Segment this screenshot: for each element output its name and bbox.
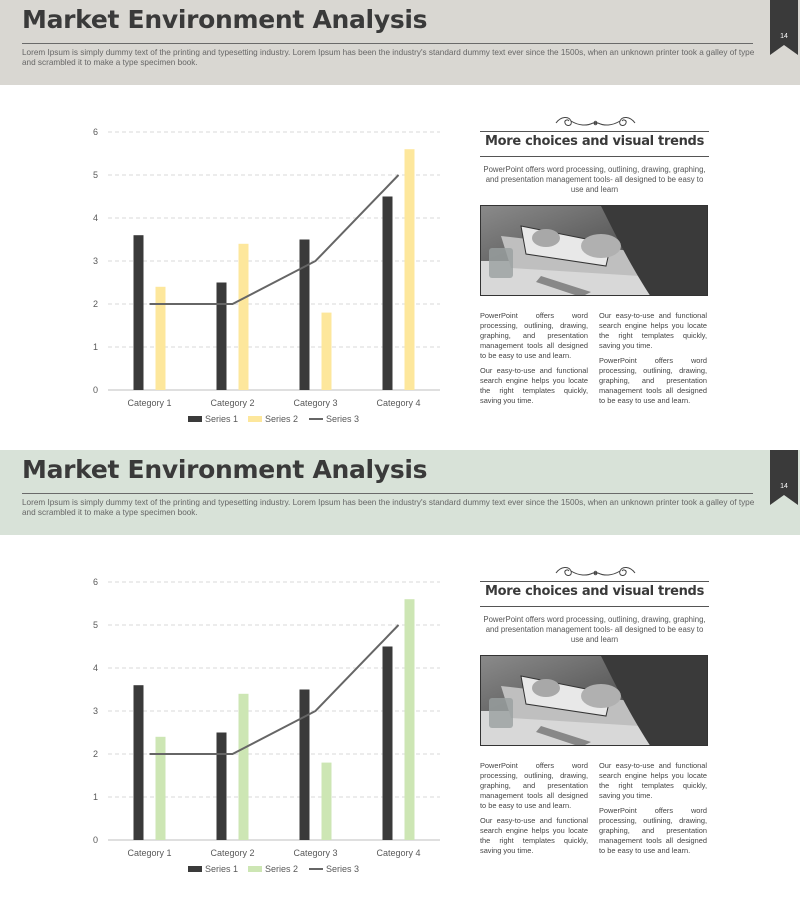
paragraph: PowerPoint offers word processing, outlining, drawing, graphing, and presentation management tools all designed to be easy to use and learn. — [480, 311, 588, 360]
legend-label: Series 2 — [265, 864, 299, 874]
x-tick-label: Category 3 — [293, 398, 338, 408]
bar-series-1 — [300, 690, 310, 841]
panel-description: PowerPoint offers word processing, outlining, drawing, graphing, and presentation management tools- all designed to be easy to use and learn — [483, 615, 706, 644]
y-tick-label: 3 — [92, 706, 98, 716]
y-tick-label: 6 — [92, 577, 98, 587]
business-photo — [480, 205, 708, 296]
x-tick-label: Category 4 — [376, 848, 421, 858]
legend-label: Series 3 — [326, 414, 360, 424]
y-tick-label: 4 — [92, 663, 98, 673]
slide-subtitle: Lorem Ipsum is simply dummy text of the printing and typesetting industry. Lorem Ipsum has been the industry's standard dummy text ever since the 1500s, when an unknown printer took a galley of type and scrambled it to make a type specimen book. — [22, 48, 755, 67]
legend-swatch — [188, 866, 202, 872]
paragraph: Our easy-to-use and functional search engine helps you locate the right templates quickly, saving you time. — [599, 761, 707, 800]
x-tick-label: Category 1 — [127, 398, 172, 408]
x-tick-label: Category 4 — [376, 398, 421, 408]
y-tick-label: 3 — [92, 256, 98, 266]
panel-rule-bottom — [480, 606, 709, 607]
legend-label: Series 3 — [326, 864, 360, 874]
chart-canvas — [80, 568, 450, 886]
y-tick-label: 1 — [92, 792, 98, 802]
slide-title: Market Environment Analysis — [22, 5, 428, 34]
x-tick-label: Category 2 — [210, 848, 255, 858]
page-number: 14 — [780, 33, 788, 40]
bar-series-2 — [322, 313, 332, 390]
bar-series-2 — [156, 737, 166, 840]
x-tick-label: Category 1 — [127, 848, 172, 858]
chart-canvas — [80, 118, 450, 436]
y-tick-label: 4 — [92, 213, 98, 223]
paragraph: Our easy-to-use and functional search engine helps you locate the right templates quickly, saving you time. — [599, 311, 707, 350]
y-tick-label: 6 — [92, 127, 98, 137]
bar-series-2 — [239, 694, 249, 840]
x-tick-label: Category 2 — [210, 398, 255, 408]
bar-series-2 — [156, 287, 166, 390]
panel-title: More choices and visual trends — [484, 584, 705, 599]
paragraph: Our easy-to-use and functional search engine helps you locate the right templates quickly, saving you time. — [480, 816, 588, 855]
line-series-3 — [150, 625, 399, 754]
paragraph: PowerPoint offers word processing, outlining, drawing, graphing, and presentation management tools all designed to be easy to use and learn. — [480, 761, 588, 810]
slide-2 — [0, 450, 800, 900]
bar-series-1 — [134, 685, 144, 840]
bar-series-1 — [217, 733, 227, 841]
slide-title: Market Environment Analysis — [22, 455, 428, 484]
x-tick-label: Category 3 — [293, 848, 338, 858]
text-column-right — [599, 311, 707, 411]
text-column-left — [480, 311, 588, 411]
page-number: 14 — [780, 483, 788, 490]
legend-swatch — [188, 416, 202, 422]
paragraph: PowerPoint offers word processing, outlining, drawing, graphing, and presentation management tools all designed to be easy to use and learn. — [599, 806, 707, 855]
text-column-left — [480, 761, 588, 861]
paragraph: PowerPoint offers word processing, outlining, drawing, graphing, and presentation management tools all designed to be easy to use and learn. — [599, 356, 707, 405]
panel-description: PowerPoint offers word processing, outlining, drawing, graphing, and presentation management tools- all designed to be easy to use and learn — [483, 165, 706, 194]
y-tick-label: 5 — [92, 170, 98, 180]
bar-series-2 — [405, 149, 415, 390]
bookmark-icon — [770, 450, 798, 505]
ornament-icon — [553, 115, 638, 131]
y-tick-label: 0 — [92, 835, 98, 845]
legend-label: Series 2 — [265, 414, 299, 424]
bar-series-2 — [405, 599, 415, 840]
panel-rule-top — [480, 131, 709, 132]
y-tick-label: 5 — [92, 620, 98, 630]
slide-header — [0, 450, 800, 535]
title-underline — [22, 43, 753, 44]
bar-line-chart — [80, 118, 450, 436]
y-tick-label: 0 — [92, 385, 98, 395]
text-column-right — [599, 761, 707, 861]
panel-rule-top — [480, 581, 709, 582]
ornament-icon — [553, 565, 638, 581]
panel-title: More choices and visual trends — [484, 134, 705, 149]
title-underline — [22, 493, 753, 494]
business-photo — [480, 655, 708, 746]
bar-series-2 — [239, 244, 249, 390]
panel-rule-bottom — [480, 156, 709, 157]
y-tick-label: 2 — [92, 749, 98, 759]
bar-series-1 — [383, 197, 393, 391]
bar-series-1 — [217, 283, 227, 391]
line-series-3 — [150, 175, 399, 304]
y-tick-label: 2 — [92, 299, 98, 309]
slide-header — [0, 0, 800, 85]
bar-series-1 — [300, 240, 310, 391]
bar-line-chart — [80, 568, 450, 886]
paragraph: Our easy-to-use and functional search engine helps you locate the right templates quickly, saving you time. — [480, 366, 588, 405]
legend-label: Series 1 — [205, 414, 239, 424]
y-tick-label: 1 — [92, 342, 98, 352]
legend-swatch — [248, 866, 262, 872]
slide-subtitle: Lorem Ipsum is simply dummy text of the printing and typesetting industry. Lorem Ipsum has been the industry's standard dummy text ever since the 1500s, when an unknown printer took a galley of type and scrambled it to make a type specimen book. — [22, 498, 755, 517]
bar-series-2 — [322, 763, 332, 840]
bar-series-1 — [383, 647, 393, 841]
legend-swatch — [248, 416, 262, 422]
legend-label: Series 1 — [205, 864, 239, 874]
bookmark-icon — [770, 0, 798, 55]
bar-series-1 — [134, 235, 144, 390]
